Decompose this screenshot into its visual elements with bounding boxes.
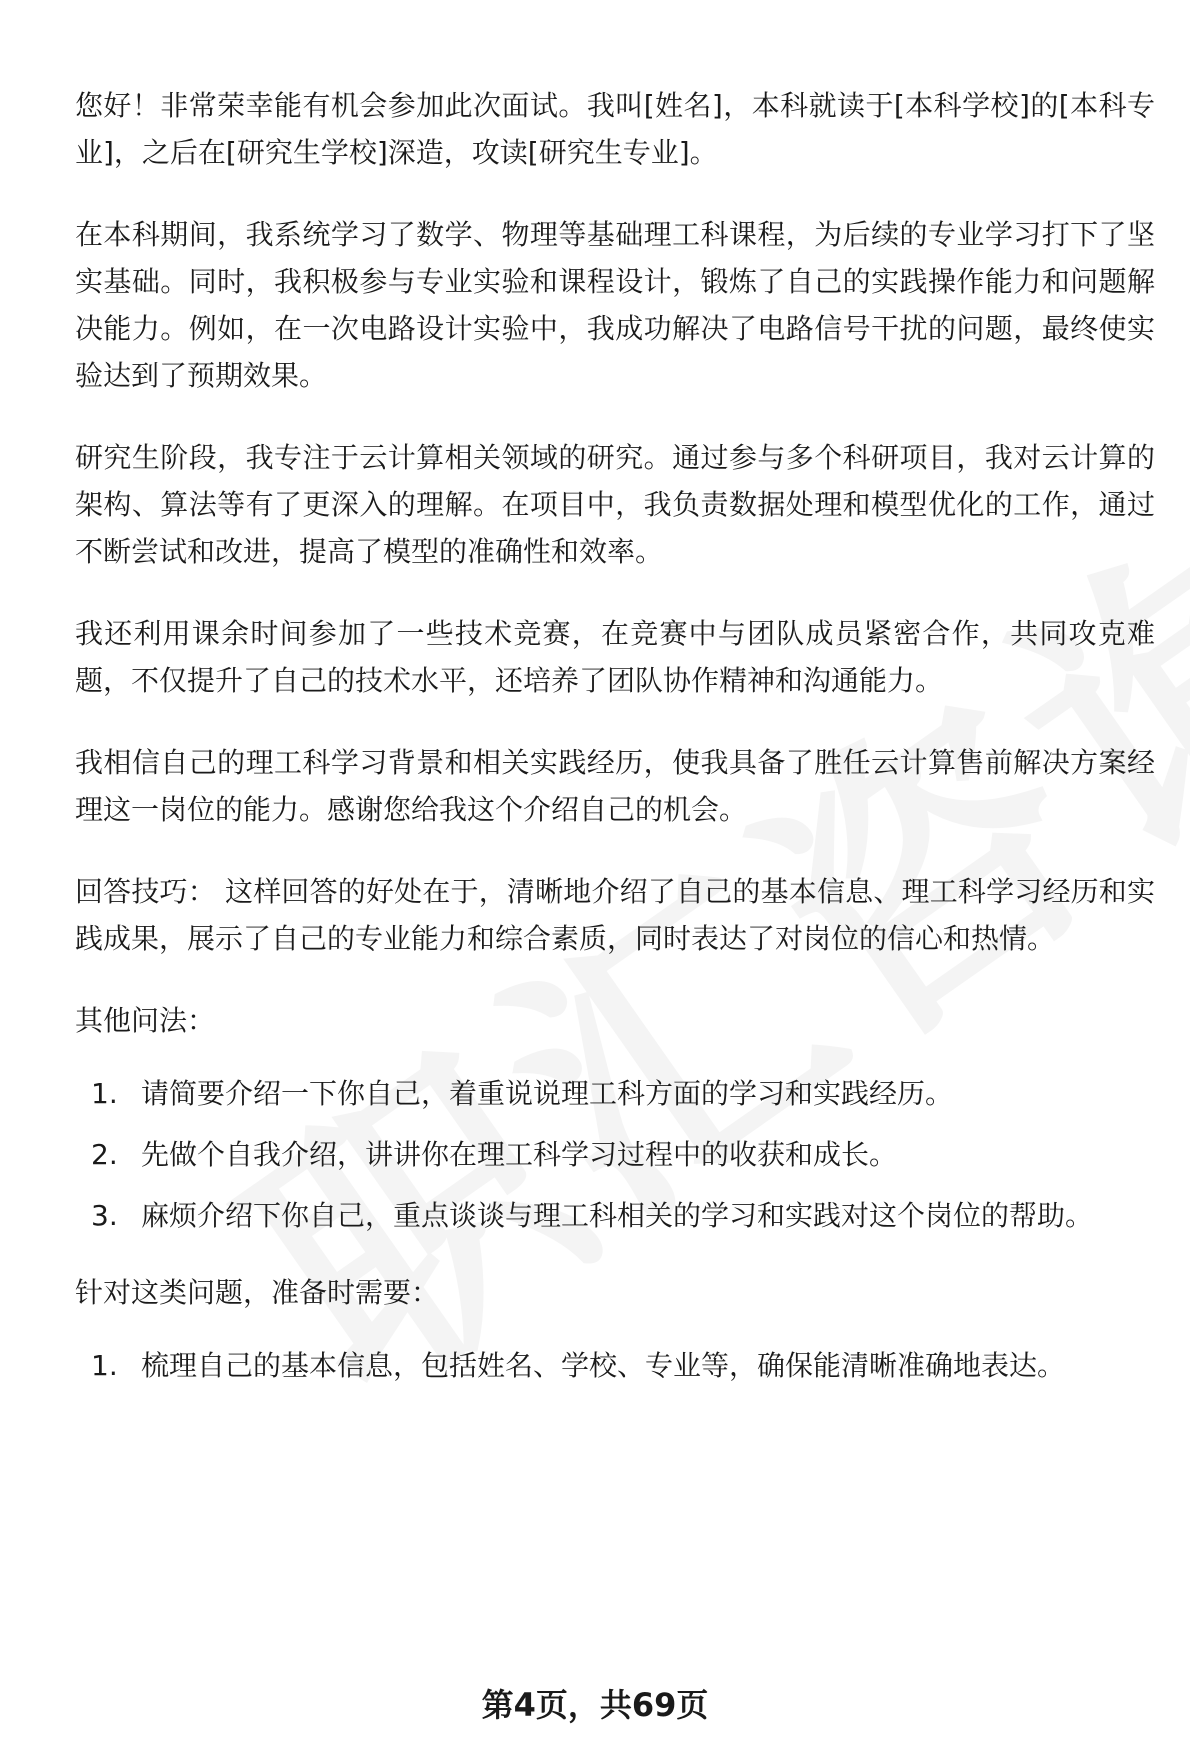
list-item-number: 2. [91, 1138, 118, 1171]
paragraph-intro: 您好！非常荣幸能有机会参加此次面试。我叫[姓名]，本科就读于[本科学校]的[本科专业]，之后在[研究生学校]深造，攻读[研究生专业]。 [75, 89, 1155, 169]
list-item-number: 1. [91, 1349, 118, 1382]
other-questions-list [75, 1070, 1155, 1239]
other-questions-label: 其他问法： [75, 1004, 216, 1037]
list-item [75, 1131, 1155, 1178]
document-body [75, 82, 1155, 1419]
preparation-list [75, 1342, 1155, 1389]
paragraph-undergrad: 在本科期间，我系统学习了数学、物理等基础理工科课程，为后续的专业学习打下了坚实基础。同时，我积极参与专业实验和课程设计，锻炼了自己的实践操作能力和问题解决能力。例如，在一次电路设计实验中，我成功解决了电路信号干扰的问题，最终使实验达到了预期效果。 [75, 218, 1155, 392]
preparation-label: 针对这类问题，准备时需要： [75, 1276, 440, 1309]
paragraph-competitions: 我还利用课余时间参加了一些技术竞赛，在竞赛中与团队成员紧密合作，共同攻克难题，不仅提升了自己的技术水平，还培养了团队协作精神和沟通能力。 [75, 617, 1155, 697]
paragraph-answer-tips: 回答技巧： 这样回答的好处在于，清晰地介绍了自己的基本信息、理工科学习经历和实践成果，展示了自己的专业能力和综合素质，同时表达了对岗位的信心和热情。 [75, 875, 1155, 955]
list-item-text: 麻烦介绍下你自己，重点谈谈与理工科相关的学习和实践对这个岗位的帮助。 [141, 1199, 1094, 1232]
list-item-number: 1. [91, 1077, 118, 1110]
list-item [75, 1342, 1155, 1389]
page-footer: 第4页，共69页 [481, 1686, 709, 1724]
list-item [75, 1070, 1155, 1117]
list-item-text: 梳理自己的基本信息，包括姓名、学校、专业等，确保能清晰准确地表达。 [141, 1349, 1066, 1382]
list-item-text: 请简要介绍一下你自己，着重说说理工科方面的学习和实践经历。 [141, 1077, 954, 1110]
list-item-text: 先做个自我介绍，讲讲你在理工科学习过程中的收获和成长。 [141, 1138, 898, 1171]
list-item [75, 1192, 1155, 1239]
paragraph-graduate: 研究生阶段，我专注于云计算相关领域的研究。通过参与多个科研项目，我对云计算的架构、算法等有了更深入的理解。在项目中，我负责数据处理和模型优化的工作，通过不断尝试和改进，提高了模型的准确性和效率。 [75, 441, 1155, 568]
paragraph-closing: 我相信自己的理工科学习背景和相关实践经历，使我具备了胜任云计算售前解决方案经理这一岗位的能力。感谢您给我这个介绍自己的机会。 [75, 746, 1155, 826]
list-item-number: 3. [91, 1199, 118, 1232]
